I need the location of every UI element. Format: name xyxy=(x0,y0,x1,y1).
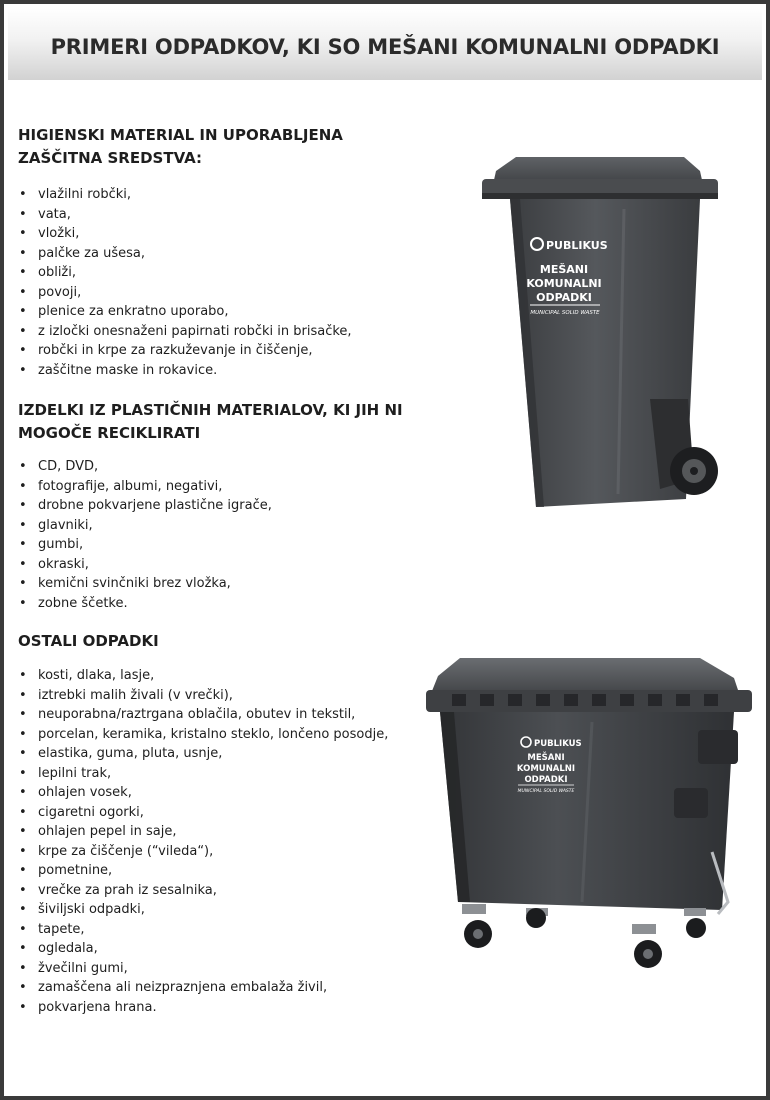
list-item: • okraski, xyxy=(18,555,418,575)
list-item: • kosti, dlaka, lasje, xyxy=(18,666,418,686)
list-item: • obliži, xyxy=(18,263,418,283)
list-item: • ohlajen pepel in saje, xyxy=(18,822,418,842)
list-item: • vrečke za prah iz sesalnika, xyxy=(18,881,418,901)
section-title-hygiene: HIGIENSKI MATERIAL IN UPORABLJENA ZAŠČITNA SREDSTVA: xyxy=(18,126,343,167)
small-waste-bin-image xyxy=(474,149,724,524)
list-item: • drobne pokvarjene plastične igrače, xyxy=(18,496,418,516)
list-item: • elastika, guma, pluta, usnje, xyxy=(18,744,418,764)
plastics-list xyxy=(18,457,418,613)
small-bin-brand: PUBLIKUS xyxy=(546,239,608,252)
list-item: • povoji, xyxy=(18,283,418,303)
small-bin-label-line: MEŠANI xyxy=(539,263,589,276)
list-item: • iztrebki malih živali (v vrečki), xyxy=(18,686,418,706)
list-item: • ogledala, xyxy=(18,939,418,959)
small-bin-label-line: KOMUNALNI xyxy=(526,277,602,290)
list-item: • palčke za ušesa, xyxy=(18,244,418,264)
poster-page xyxy=(4,4,766,1096)
content-column xyxy=(18,124,418,1017)
title-banner xyxy=(8,8,762,80)
list-item: • zobne ščetke. xyxy=(18,594,418,614)
list-item: • krpe za čiščenje (“vileda“), xyxy=(18,842,418,862)
list-item: • kemični svinčniki brez vložka, xyxy=(18,574,418,594)
list-item: • CD, DVD, xyxy=(18,457,418,477)
list-item: • zaščitne maske in rokavice. xyxy=(18,361,418,381)
small-bin-sublabel: MUNICIPAL SOLID WASTE xyxy=(530,310,600,316)
list-item: • gumbi, xyxy=(18,535,418,555)
large-waste-container-image xyxy=(422,652,758,982)
list-item: • vložki, xyxy=(18,224,418,244)
list-item: • žvečilni gumi, xyxy=(18,959,418,979)
list-item: • vlažilni robčki, xyxy=(18,185,418,205)
large-bin-brand: PUBLIKUS xyxy=(534,739,582,749)
list-item: • pometnine, xyxy=(18,861,418,881)
large-bin-label-line: ODPADKI xyxy=(524,775,568,785)
list-item: • vata, xyxy=(18,205,418,225)
list-item: • lepilni trak, xyxy=(18,764,418,784)
small-bin-label-line: ODPADKI xyxy=(536,291,592,304)
list-item: • glavniki, xyxy=(18,516,418,536)
large-bin-sublabel: MUNICIPAL SOLID WASTE xyxy=(517,789,575,794)
section-title-plastics: IZDELKI IZ PLASTIČNIH MATERIALOV, KI JIH NI MOGOČE RECIKLIRATI xyxy=(18,401,403,442)
list-item: • ohlajen vosek, xyxy=(18,783,418,803)
page-title: PRIMERI ODPADKOV, KI SO MEŠANI KOMUNALNI ODPADKI xyxy=(50,35,720,59)
list-item: • šiviljski odpadki, xyxy=(18,900,418,920)
hygiene-list xyxy=(18,185,418,380)
list-item: • pokvarjena hrana. xyxy=(18,998,418,1018)
list-item: • robčki in krpe za razkuževanje in čiščenje, xyxy=(18,341,418,361)
list-item: • tapete, xyxy=(18,920,418,940)
large-bin-label-line: MEŠANI xyxy=(527,753,565,763)
list-item: • z izločki onesnaženi papirnati robčki in brisačke, xyxy=(18,322,418,342)
list-item: • fotografije, albumi, negativi, xyxy=(18,477,418,497)
section-title-other: OSTALI ODPADKI xyxy=(18,632,159,650)
list-item: • neuporabna/raztrgana oblačila, obutev in tekstil, xyxy=(18,705,418,725)
other-waste-list xyxy=(18,666,418,1017)
list-item: • cigaretni ogorki, xyxy=(18,803,418,823)
large-bin-label-line: KOMUNALNI xyxy=(516,764,576,774)
list-item: • porcelan, keramika, kristalno steklo, lončeno posodje, xyxy=(18,725,418,745)
list-item: • zamaščena ali neizpraznjena embalaža živil, xyxy=(18,978,418,998)
list-item: • plenice za enkratno uporabo, xyxy=(18,302,418,322)
